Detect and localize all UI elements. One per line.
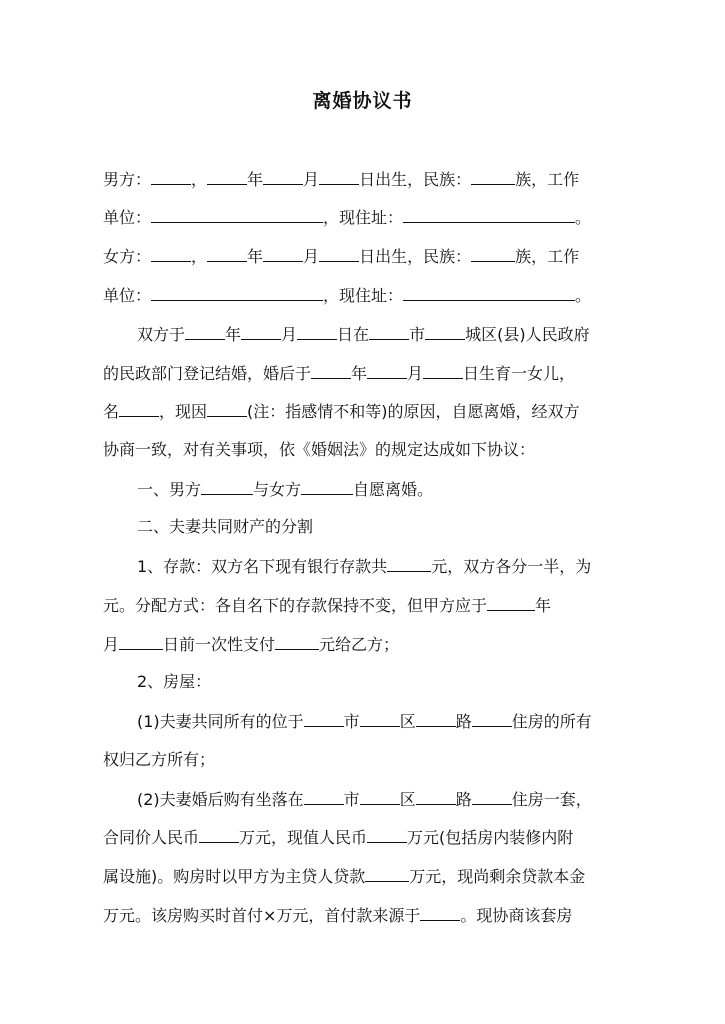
text: 年 xyxy=(225,325,242,344)
blank-field xyxy=(304,788,344,805)
blank-field xyxy=(263,245,303,262)
blank-field xyxy=(487,594,535,611)
text: 区 xyxy=(399,712,416,731)
text: 城区(县)人民政府 xyxy=(465,325,590,344)
text: 日出生，民族： xyxy=(359,247,472,266)
text: 日在 xyxy=(337,325,370,344)
text: 元。分配方式：各自名下的存款保持不变，但甲方应于 xyxy=(103,596,488,615)
text: 1、存款：双方名下现有银行存款共 xyxy=(137,557,388,576)
blank-field xyxy=(360,710,400,727)
blank-field xyxy=(301,478,353,495)
paragraph-line xyxy=(103,594,623,616)
text: 的民政部门登记结婚，婚后于 xyxy=(103,364,312,383)
blank-field xyxy=(472,710,512,727)
blank-field xyxy=(304,710,344,727)
blank-field xyxy=(185,323,225,340)
text: 族，工作 xyxy=(515,247,580,266)
text: ， xyxy=(191,170,208,189)
blank-field xyxy=(199,826,239,843)
blank-field xyxy=(420,904,460,921)
text: 月 xyxy=(103,635,120,654)
blank-field xyxy=(207,168,247,185)
text: ， xyxy=(191,247,208,266)
text: 与女方 xyxy=(253,480,302,499)
text: 双方于 xyxy=(137,325,186,344)
text: 路 xyxy=(455,790,472,809)
text: 属设施)。购房时以甲方为主贷人贷款 xyxy=(103,867,366,886)
paragraph-line xyxy=(103,245,623,267)
blank-field xyxy=(367,362,407,379)
text: 。 xyxy=(575,208,592,227)
text: 元给乙方； xyxy=(319,635,400,654)
text: 万元。该房购买时首付×万元，首付款来源于 xyxy=(103,906,421,925)
blank-field xyxy=(416,788,456,805)
text: 单位： xyxy=(103,208,152,227)
text: 单位： xyxy=(103,286,152,305)
text: 年 xyxy=(247,170,264,189)
blank-field xyxy=(416,710,456,727)
blank-field xyxy=(319,245,359,262)
paragraph-line xyxy=(103,168,623,190)
text: 元，双方各分一半，为 xyxy=(431,557,592,576)
blank-field xyxy=(275,633,319,650)
text: (2)夫妻婚后购有坐落在 xyxy=(137,790,304,809)
blank-field xyxy=(403,206,575,223)
paragraph-line xyxy=(103,826,623,848)
blank-field xyxy=(263,168,303,185)
paragraph-line xyxy=(103,633,623,655)
text: 日生育一女儿， xyxy=(463,364,576,383)
blank-field xyxy=(403,284,575,301)
paragraph-line xyxy=(137,555,623,577)
blank-field xyxy=(369,323,409,340)
paragraph-line: 协商一致，对有关事项，依《婚姻法》的规定达成如下协议： xyxy=(103,440,536,459)
blank-field xyxy=(151,206,323,223)
paragraph-line xyxy=(103,865,623,887)
section-heading: 2、房屋： xyxy=(137,672,212,691)
text: 年 xyxy=(535,596,552,615)
paragraph-line xyxy=(137,478,623,500)
blank-field xyxy=(423,362,463,379)
blank-field xyxy=(119,400,159,417)
blank-field xyxy=(151,284,323,301)
text: 市 xyxy=(343,712,360,731)
paragraph-line xyxy=(103,284,623,306)
text: 月 xyxy=(303,247,320,266)
blank-field xyxy=(151,245,191,262)
blank-field xyxy=(241,323,281,340)
text: 。 xyxy=(575,286,592,305)
text: 一、男方 xyxy=(137,480,202,499)
document-title: 离婚协议书 xyxy=(312,90,413,112)
paragraph-line xyxy=(103,362,623,384)
text: 合同价人民币 xyxy=(103,828,200,847)
paragraph-line xyxy=(103,206,623,228)
text: 年 xyxy=(247,247,264,266)
text: 自愿离婚。 xyxy=(353,480,434,499)
paragraph-line xyxy=(137,710,623,732)
paragraph-line xyxy=(137,788,623,810)
text: 月 xyxy=(281,325,298,344)
blank-field xyxy=(425,323,465,340)
section-heading: 二、夫妻共同财产的分割 xyxy=(137,517,314,536)
text: 住房一套， xyxy=(511,790,592,809)
blank-field xyxy=(365,865,409,882)
text: (注：指感情不和等)的原因，自愿离婚，经双方 xyxy=(247,402,580,421)
text: 女方： xyxy=(103,247,152,266)
paragraph-line: 权归乙方所有； xyxy=(103,750,216,769)
blank-field xyxy=(201,478,253,495)
blank-field xyxy=(311,362,351,379)
blank-field xyxy=(119,633,163,650)
text: 男方： xyxy=(103,170,152,189)
text: 。现协商该套房 xyxy=(460,906,573,925)
text: 市 xyxy=(343,790,360,809)
text: 万元(包括房内装修内附 xyxy=(407,828,574,847)
text: 月 xyxy=(407,364,424,383)
paragraph-line xyxy=(137,323,623,345)
text: 市 xyxy=(409,325,426,344)
text: 年 xyxy=(351,364,368,383)
text: 月 xyxy=(303,170,320,189)
blank-field xyxy=(387,555,431,572)
blank-field xyxy=(207,400,247,417)
text: ，现住址： xyxy=(323,286,404,305)
blank-field xyxy=(472,788,512,805)
text: 路 xyxy=(455,712,472,731)
text: (1)夫妻共同所有的位于 xyxy=(137,712,304,731)
text: 万元，现值人民币 xyxy=(239,828,368,847)
blank-field xyxy=(471,168,515,185)
paragraph-line xyxy=(103,904,623,926)
text: 区 xyxy=(399,790,416,809)
text: ，现因 xyxy=(159,402,208,421)
text: 日前一次性支付 xyxy=(163,635,276,654)
text: 住房的所有 xyxy=(511,712,592,731)
blank-field xyxy=(151,168,191,185)
text: 名 xyxy=(103,402,120,421)
blank-field xyxy=(367,826,407,843)
text: 日出生，民族： xyxy=(359,170,472,189)
paragraph-line xyxy=(103,400,623,422)
blank-field xyxy=(297,323,337,340)
blank-field xyxy=(360,788,400,805)
text: 万元，现尚剩余贷款本金 xyxy=(409,867,586,886)
blank-field xyxy=(471,245,515,262)
text: ，现住址： xyxy=(323,208,404,227)
text: 族，工作 xyxy=(515,170,580,189)
blank-field xyxy=(207,245,247,262)
blank-field xyxy=(319,168,359,185)
